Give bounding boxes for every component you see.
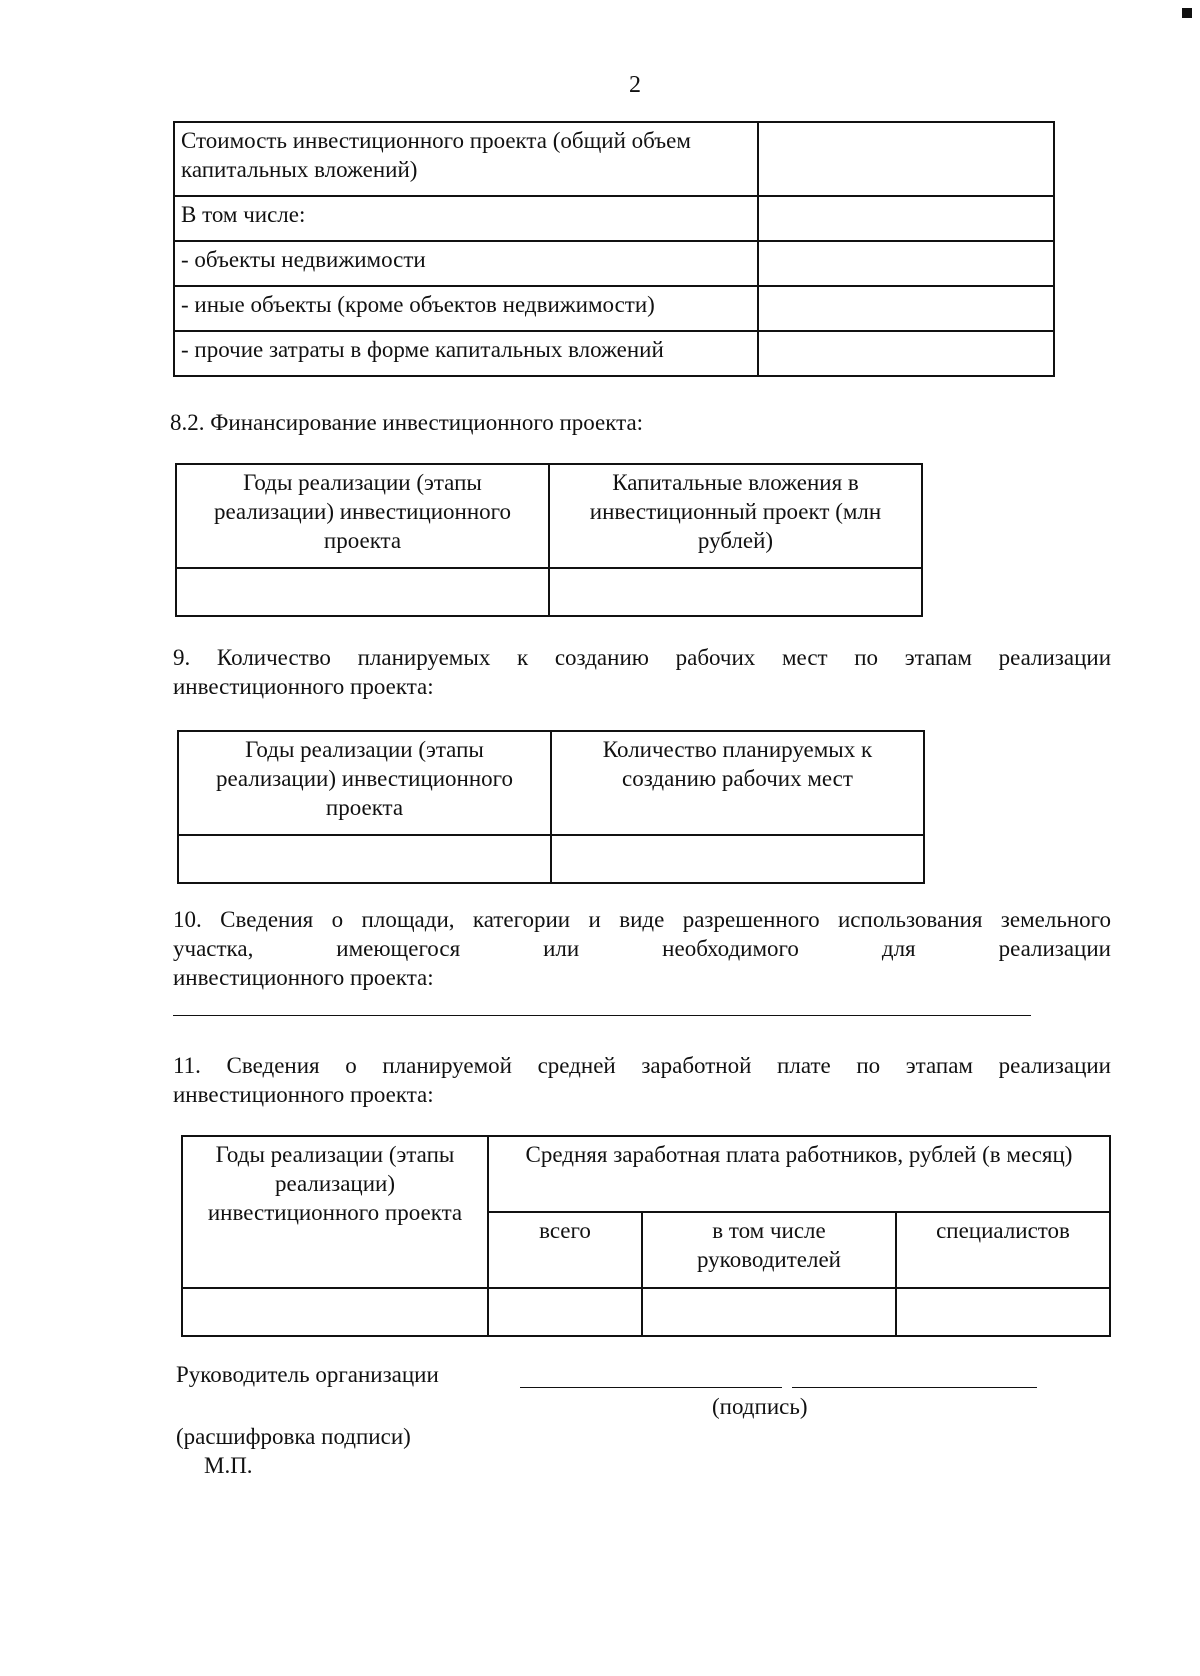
cost-including-value — [758, 196, 1054, 241]
financing-years-cell — [176, 568, 549, 616]
page-number: 2 — [629, 72, 641, 98]
signature-decode-line — [792, 1387, 1037, 1388]
section-9-line-1: 9. Количество планируемых к созданию рабочих мест по этапам реализации — [173, 645, 1111, 670]
table-row — [174, 286, 1054, 331]
cost-other-objects-label: - иные объекты (кроме объектов недвижимости) — [174, 286, 758, 331]
salary-specialists-header: специалистов — [896, 1212, 1110, 1288]
section-10-line-3: инвестиционного проекта: — [173, 965, 434, 990]
jobs-years-header: Годы реализации (этапы реализации) инвестиционного проекта — [178, 731, 551, 835]
salary-total-cell — [488, 1288, 642, 1336]
financing-years-header: Годы реализации (этапы реализации) инвестиционного проекта — [176, 464, 549, 568]
table-header-row — [182, 1136, 1110, 1212]
table-row — [174, 196, 1054, 241]
jobs-years-cell — [178, 835, 551, 883]
investment-cost-table — [173, 121, 1055, 377]
cost-real-estate-value — [758, 241, 1054, 286]
table-row — [178, 835, 924, 883]
signature-line — [520, 1387, 782, 1388]
signature-decode-caption: (расшифровка подписи) — [176, 1424, 411, 1449]
cost-misc-value — [758, 331, 1054, 376]
table-row — [182, 1288, 1110, 1336]
section-9-line-2: инвестиционного проекта: — [173, 674, 434, 699]
salary-average-header: Средняя заработная плата работников, рублей (в месяц) — [488, 1136, 1110, 1212]
table-header-row — [176, 464, 922, 568]
table-row — [174, 122, 1054, 196]
financing-table — [175, 463, 923, 617]
section-11-line-2: инвестиционного проекта: — [173, 1082, 434, 1107]
table-row — [176, 568, 922, 616]
section-10-line-1: 10. Сведения о площади, категории и виде разрешенного использования земельного — [173, 907, 1111, 932]
section-8-2-heading: 8.2. Финансирование инвестиционного проекта: — [170, 410, 644, 435]
cost-real-estate-label: - объекты недвижимости — [174, 241, 758, 286]
salary-years-cell — [182, 1288, 488, 1336]
signature-caption: (подпись) — [712, 1394, 808, 1419]
salary-specialists-cell — [896, 1288, 1110, 1336]
section-10-fill-line — [173, 1015, 1031, 1016]
scan-corner-mark — [1182, 8, 1192, 18]
table-header-row — [178, 731, 924, 835]
jobs-count-cell — [551, 835, 924, 883]
financing-capital-header: Капитальные вложения в инвестиционный проект (млн рублей) — [549, 464, 922, 568]
salary-table — [181, 1135, 1111, 1337]
salary-total-header: всего — [488, 1212, 642, 1288]
jobs-table — [177, 730, 925, 884]
section-10-line-2: участка, имеющегося или необходимого для реализации — [173, 936, 1111, 961]
cost-other-objects-value — [758, 286, 1054, 331]
section-11-line-1: 11. Сведения о планируемой средней заработной плате по этапам реализации — [173, 1053, 1111, 1078]
salary-managers-cell — [642, 1288, 896, 1336]
cost-total-value — [758, 122, 1054, 196]
salary-managers-header: в том числе руководителей — [642, 1212, 896, 1288]
jobs-count-header: Количество планируемых к созданию рабочих мест — [551, 731, 924, 835]
table-row — [174, 241, 1054, 286]
cost-including-label: В том числе: — [174, 196, 758, 241]
cost-total-label: Стоимость инвестиционного проекта (общий объем капитальных вложений) — [174, 122, 758, 196]
salary-years-header: Годы реализации (этапы реализации) инвестиционного проекта — [182, 1136, 488, 1288]
head-of-organization-label: Руководитель организации — [176, 1362, 439, 1387]
table-row — [174, 331, 1054, 376]
financing-capital-cell — [549, 568, 922, 616]
cost-misc-label: - прочие затраты в форме капитальных вложений — [174, 331, 758, 376]
stamp-placeholder: М.П. — [204, 1453, 253, 1478]
